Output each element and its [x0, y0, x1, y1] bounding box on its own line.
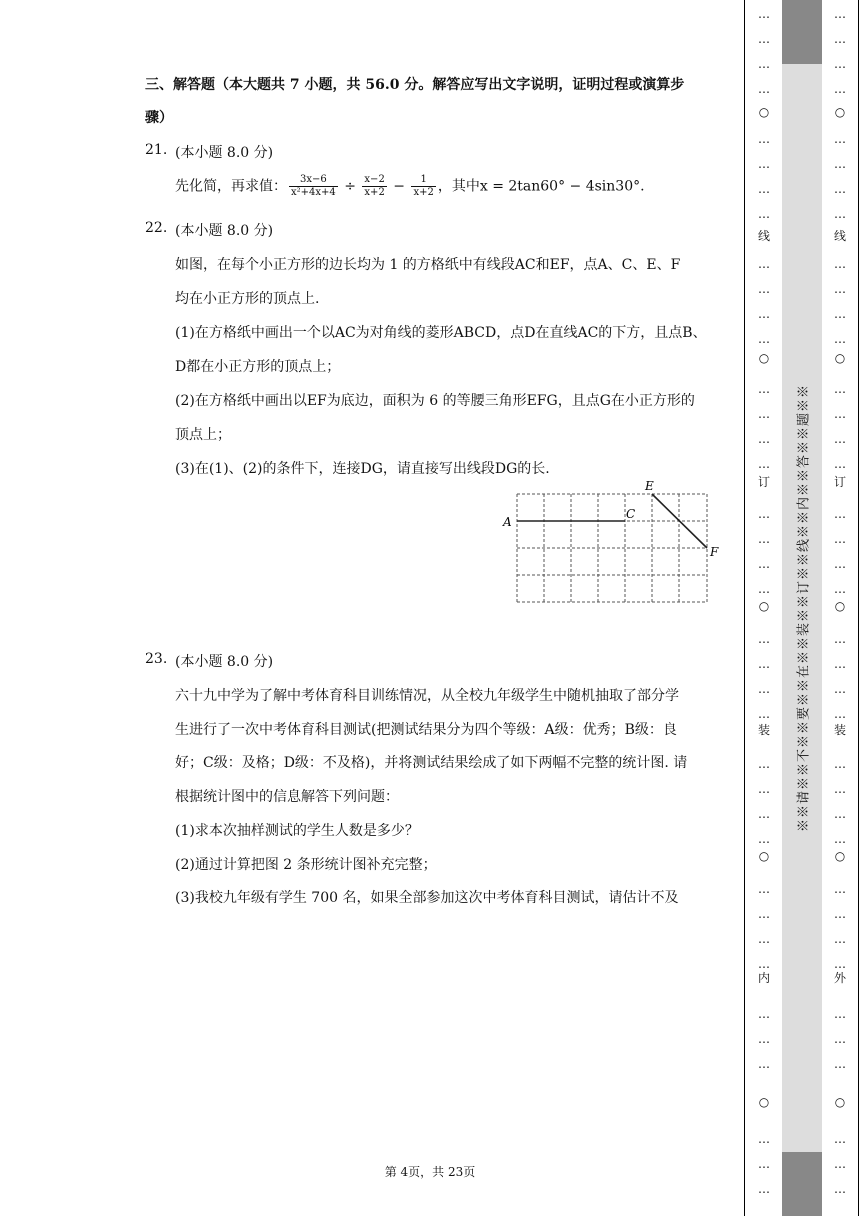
inner-mark-char-1: 订 [757, 475, 770, 489]
outer-mark-dots: … [834, 882, 846, 896]
outer-mark-char-3: 外 [833, 971, 846, 985]
label-f: F [710, 545, 719, 559]
inner-mark-dots: … [758, 907, 770, 921]
q22-line4: D都在小正方形的顶点上； [175, 359, 341, 375]
outer-mark-dots: … [834, 582, 846, 596]
q21-frac2: $\frac{x-2}{x+2}$ [364, 174, 385, 198]
inner-mark-circle: ○ [758, 849, 770, 863]
outer-mark-dots: … [834, 182, 846, 196]
outer-mark-dots: … [834, 282, 846, 296]
q22-number: 22. [145, 220, 168, 236]
inner-mark-dots: … [758, 1157, 770, 1171]
inner-mark-dots: … [758, 532, 770, 546]
binding-inner-marks [745, 0, 783, 1216]
inner-mark-char-2: 装 [757, 723, 770, 737]
outer-mark-dots: … [834, 1157, 846, 1171]
q22-line1: 如图，在每个小正方形的边长均为 1 的方格纸中有线段AC和EF，点A、C、E、F [175, 257, 681, 273]
outer-mark-dots: … [834, 82, 846, 96]
outer-mark-dots: … [834, 782, 846, 796]
inner-mark-dots: … [758, 307, 770, 321]
outer-mark-circle: ○ [834, 849, 846, 863]
inner-mark-dots: … [758, 807, 770, 821]
outer-mark-circle: ○ [834, 105, 846, 119]
q23-line2: 生进行了一次中考体育科目测试(把测试结果分为四个等级：A级：优秀；B级：良 [175, 722, 677, 738]
inner-mark-dots: … [758, 582, 770, 596]
inner-mark-dots: … [758, 1007, 770, 1021]
inner-mark-dots: … [758, 1032, 770, 1046]
q23-line6: (2)通过计算把图 2 条形统计图补充完整； [175, 857, 437, 873]
inner-mark-dots: … [758, 132, 770, 146]
outer-mark-dots: … [834, 32, 846, 46]
outer-mark-dots: … [834, 932, 846, 946]
outer-mark-dots: … [834, 1057, 846, 1071]
q23-number: 23. [145, 651, 168, 667]
outer-mark-dots: … [834, 1132, 846, 1146]
q21-suffix: ，其中x = 2tan60° − 4sin30°. [437, 178, 645, 195]
page-footer: 第 4页，共 23页 [384, 1165, 476, 1179]
inner-mark-dots: … [758, 157, 770, 171]
q21-frac1: $\frac{3x-6}{\text{x²+4x+4}}$ [291, 174, 336, 198]
outer-mark-dots: … [834, 157, 846, 171]
inner-mark-circle: ○ [758, 1095, 770, 1109]
outer-mark-circle: ○ [834, 599, 846, 613]
outer-mark-circle: ○ [834, 1095, 846, 1109]
outer-mark-circle: ○ [834, 351, 846, 365]
inner-mark-char-3: 内 [757, 971, 770, 985]
q23-line4: 根据统计图中的信息解答下列问题： [175, 789, 399, 805]
outer-mark-dots: … [834, 832, 846, 846]
q22-line5: (2)在方格纸中画出以EF为底边，面积为 6 的等腰三角形EFG，且点G在小正方形的 [175, 393, 695, 409]
q21-number: 21. [145, 142, 168, 158]
inner-mark-dots: … [758, 407, 770, 421]
inner-mark-dots: … [758, 1057, 770, 1071]
outer-mark-char-1: 订 [833, 475, 846, 489]
binding-column-inner [744, 0, 784, 1216]
binding-notice: ※※请※※不※※要※※在※※装※※订※※线※※内※※答※※题※※ [796, 383, 812, 833]
q22-line7: (3)在(1)、(2)的条件下，连接DG，请直接写出线段DG的长. [175, 461, 550, 477]
outer-mark-dots: … [834, 332, 846, 346]
inner-mark-dots: … [758, 657, 770, 671]
q21-op1: ÷ [339, 178, 361, 195]
inner-mark-dots: … [758, 257, 770, 271]
q21-frac3: $\frac{1}{x+2}$ [413, 174, 434, 198]
outer-mark-dots: … [834, 757, 846, 771]
inner-mark-dots: … [758, 57, 770, 71]
outer-mark-dots: … [834, 1182, 846, 1196]
inner-mark-dots: … [758, 432, 770, 446]
label-a: A [503, 515, 512, 529]
outer-mark-dots: … [834, 957, 846, 971]
inner-mark-char-0: 线 [757, 229, 770, 243]
outer-mark-dots: … [834, 257, 846, 271]
inner-mark-dots: … [758, 282, 770, 296]
inner-mark-dots: … [758, 7, 770, 21]
inner-mark-dots: … [758, 207, 770, 221]
outer-mark-char-0: 线 [833, 229, 846, 243]
outer-mark-dots: … [834, 7, 846, 21]
inner-mark-dots: … [758, 832, 770, 846]
q23-line1: 六十九中学为了解中考体育科目训练情况，从全校九年级学生中随机抽取了部分学 [175, 688, 679, 704]
outer-mark-dots: … [834, 207, 846, 221]
inner-mark-dots: … [758, 182, 770, 196]
inner-mark-dots: … [758, 457, 770, 471]
outer-mark-dots: … [834, 432, 846, 446]
inner-mark-dots: … [758, 1132, 770, 1146]
q23-score: (本小题 8.0 分) [175, 654, 274, 670]
inner-mark-dots: … [758, 1182, 770, 1196]
q23-line7: (3)我校九年级有学生 700 名，如果全部参加这次中考体育科目测试，请估计不及 [175, 890, 679, 906]
inner-mark-dots: … [758, 82, 770, 96]
q21-expression [175, 174, 645, 199]
outer-mark-dots: … [834, 557, 846, 571]
label-c: C [626, 507, 636, 521]
outer-mark-dots: … [834, 457, 846, 471]
outer-mark-dots: … [834, 1007, 846, 1021]
inner-mark-dots: … [758, 557, 770, 571]
inner-mark-dots: … [758, 757, 770, 771]
outer-mark-dots: … [834, 682, 846, 696]
q22-line3: (1)在方格纸中画出一个以AC为对角线的菱形ABCD，点D在直线AC的下方，且点B、 [175, 325, 707, 341]
q23-line5: (1)求本次抽样测试的学生人数是多少？ [175, 823, 419, 839]
inner-mark-dots: … [758, 682, 770, 696]
inner-mark-dots: … [758, 382, 770, 396]
outer-mark-dots: … [834, 57, 846, 71]
outer-mark-char-2: 装 [833, 723, 846, 737]
q21-score: (本小题 8.0 分) [175, 145, 274, 161]
inner-mark-dots: … [758, 932, 770, 946]
binding-outer-marks [822, 0, 858, 1216]
grid-lines [517, 494, 707, 602]
q23-line3: 好；C级：及格；D级：不及格)，并将测试结果绘成了如下两幅不完整的统计图. 请 [175, 755, 688, 771]
outer-mark-dots: … [834, 707, 846, 721]
outer-mark-dots: … [834, 307, 846, 321]
inner-mark-circle: ○ [758, 599, 770, 613]
inner-mark-dots: … [758, 332, 770, 346]
q21-op2: − [388, 178, 410, 195]
outer-mark-dots: … [834, 657, 846, 671]
inner-mark-dots: … [758, 882, 770, 896]
section-heading: 三、解答题（本大题共 7 小题，共 56.0 分。解答应写出文字说明，证明过程或演算步 [145, 77, 685, 93]
inner-mark-dots: … [758, 32, 770, 46]
q22-grid-figure [500, 478, 730, 610]
inner-mark-dots: … [758, 957, 770, 971]
outer-mark-dots: … [834, 382, 846, 396]
q21-prefix: 先化简，再求值： [175, 178, 287, 195]
q22-score: (本小题 8.0 分) [175, 223, 274, 239]
inner-mark-dots: … [758, 707, 770, 721]
inner-mark-circle: ○ [758, 351, 770, 365]
inner-mark-circle: ○ [758, 105, 770, 119]
outer-mark-dots: … [834, 532, 846, 546]
outer-mark-dots: … [834, 632, 846, 646]
section-heading-cont: 骤） [145, 110, 173, 126]
inner-mark-dots: … [758, 632, 770, 646]
binding-column-outer [822, 0, 859, 1216]
q22-line2: 均在小正方形的顶点上. [175, 291, 320, 307]
outer-mark-dots: … [834, 132, 846, 146]
outer-mark-dots: … [834, 507, 846, 521]
label-e: E [645, 479, 654, 493]
outer-mark-dots: … [834, 907, 846, 921]
outer-mark-dots: … [834, 1032, 846, 1046]
binding-notice-column [782, 0, 823, 1216]
inner-mark-dots: … [758, 507, 770, 521]
inner-mark-dots: … [758, 782, 770, 796]
outer-mark-dots: … [834, 807, 846, 821]
q22-line6: 顶点上； [175, 427, 231, 443]
outer-mark-dots: … [834, 407, 846, 421]
